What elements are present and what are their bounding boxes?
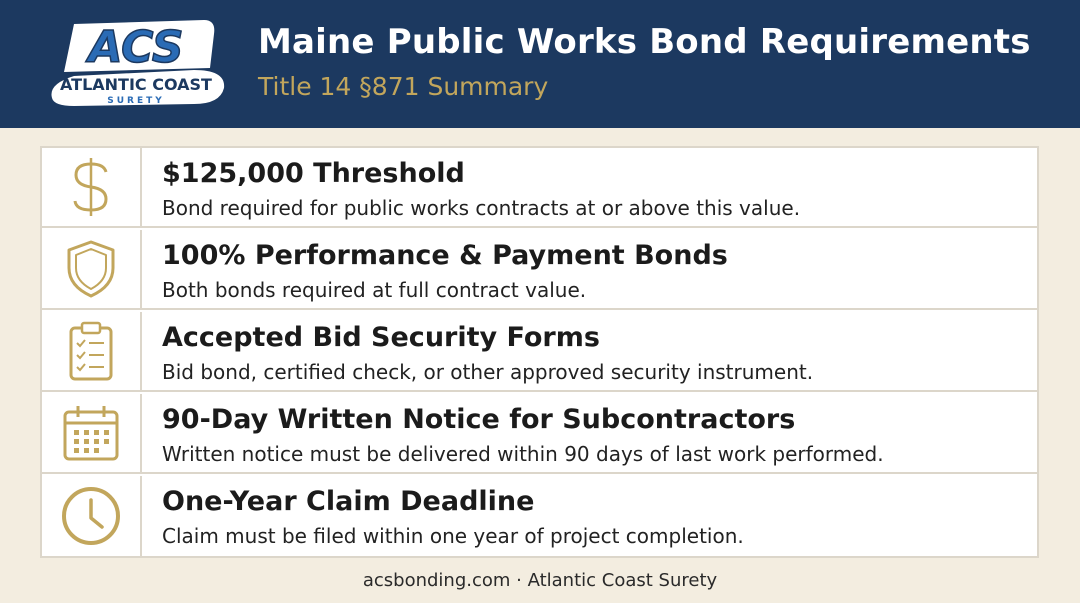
- company-logo: [44, 14, 228, 110]
- svg-text:SURETY: SURETY: [107, 96, 165, 106]
- header-banner: [0, 0, 1080, 128]
- requirements-table: [40, 146, 1039, 558]
- requirement-description: Both bonds required at full contract value.: [162, 278, 587, 302]
- requirement-row: [42, 476, 1037, 556]
- page-subtitle: Title 14 §871 Summary: [258, 72, 549, 101]
- requirement-description: Claim must be filed within one year of project completion.: [162, 524, 744, 548]
- requirement-title: 100% Performance & Payment Bonds: [162, 240, 728, 271]
- requirement-row: [42, 312, 1037, 392]
- requirement-row: [42, 230, 1037, 310]
- calendar-icon: [61, 403, 121, 463]
- requirement-row: [42, 148, 1037, 228]
- requirement-title: Accepted Bid Security Forms: [162, 322, 600, 353]
- dollar-icon: [66, 154, 116, 220]
- requirement-title: One-Year Claim Deadline: [162, 486, 535, 517]
- page-title: Maine Public Works Bond Requirements: [258, 22, 1031, 62]
- requirement-description: Written notice must be delivered within 90 days of last work performed.: [162, 442, 884, 466]
- svg-text:ATLANTIC COAST: ATLANTIC COAST: [60, 75, 212, 94]
- clipboard-checklist-icon: [66, 319, 116, 383]
- requirement-description: Bond required for public works contracts at or above this value.: [162, 196, 801, 220]
- requirement-title: $125,000 Threshold: [162, 158, 465, 189]
- footer-text: acsbonding.com · Atlantic Coast Surety: [362, 570, 718, 591]
- shield-icon: [64, 238, 118, 300]
- clock-icon: [60, 485, 122, 547]
- svg-text:ACS: ACS: [88, 22, 184, 73]
- requirement-row: [42, 394, 1037, 474]
- requirement-title: 90-Day Written Notice for Subcontractors: [162, 404, 796, 435]
- requirement-description: Bid bond, certified check, or other approved security instrument.: [162, 360, 814, 384]
